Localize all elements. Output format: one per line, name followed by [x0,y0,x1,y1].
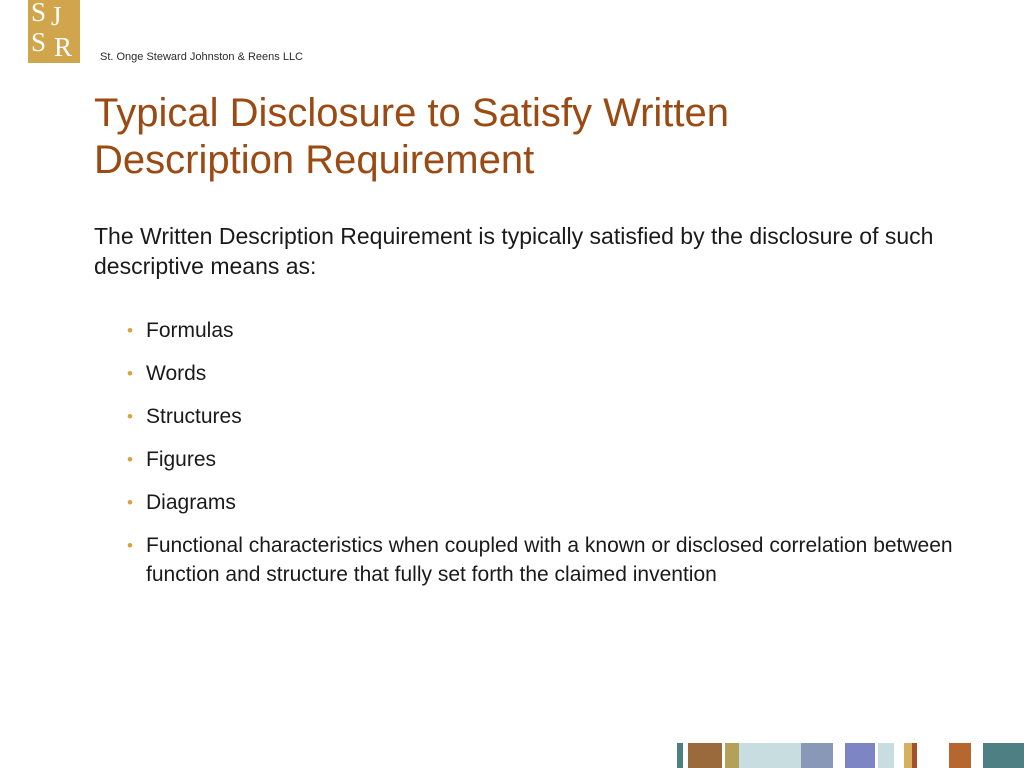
slide-title [94,90,994,184]
bullet-text: Formulas [146,319,234,342]
bullet-item [127,402,977,431]
bullet-item [127,531,977,589]
bullet-text: Figures [146,448,217,471]
bullet-text: Diagrams [146,491,236,514]
logo-letter: S [31,27,47,57]
bullet-item [127,316,977,345]
bullet-list [127,316,977,603]
footer-bar [904,743,912,768]
logo-letter: S [31,0,47,27]
footer-bar [949,743,971,768]
footer-bar [725,743,739,768]
firm-logo [28,0,80,63]
footer-color-bars [0,743,1024,768]
slide-title-line: Typical Disclosure to Satisfy Written [94,91,730,135]
footer-bar [688,743,722,768]
bullet-item [127,359,977,388]
bullet-icon: • [127,321,133,340]
logo-letter: R [54,32,73,62]
firm-name: St. Onge Steward Johnston & Reens LLC [100,51,304,63]
bullet-text: Structures [146,405,242,428]
bullet-item [127,488,977,517]
footer-bar [739,743,801,768]
bullet-icon: • [127,364,133,383]
bullet-item [127,445,977,474]
bullet-icon: • [127,536,133,555]
footer-bar [983,743,1024,768]
logo-letter: J [51,1,62,31]
footer-bar [801,743,833,768]
bullet-icon: • [127,493,133,512]
bullet-text: Functional characteristics when coupled with a known or disclosed correlation between function and structure that fully set forth the claimed invention [146,534,953,586]
slide-title-line: Description Requirement [94,138,535,182]
bullet-text: Words [146,362,207,385]
footer-bar [878,743,894,768]
bullet-icon: • [127,450,133,469]
footer-bar [912,743,917,768]
footer-bar [677,743,683,768]
intro-paragraph: The Written Description Requirement is typically satisfied by the disclosure of such descriptive means as: [94,223,934,279]
bullet-icon: • [127,407,133,426]
footer-bar [845,743,875,768]
